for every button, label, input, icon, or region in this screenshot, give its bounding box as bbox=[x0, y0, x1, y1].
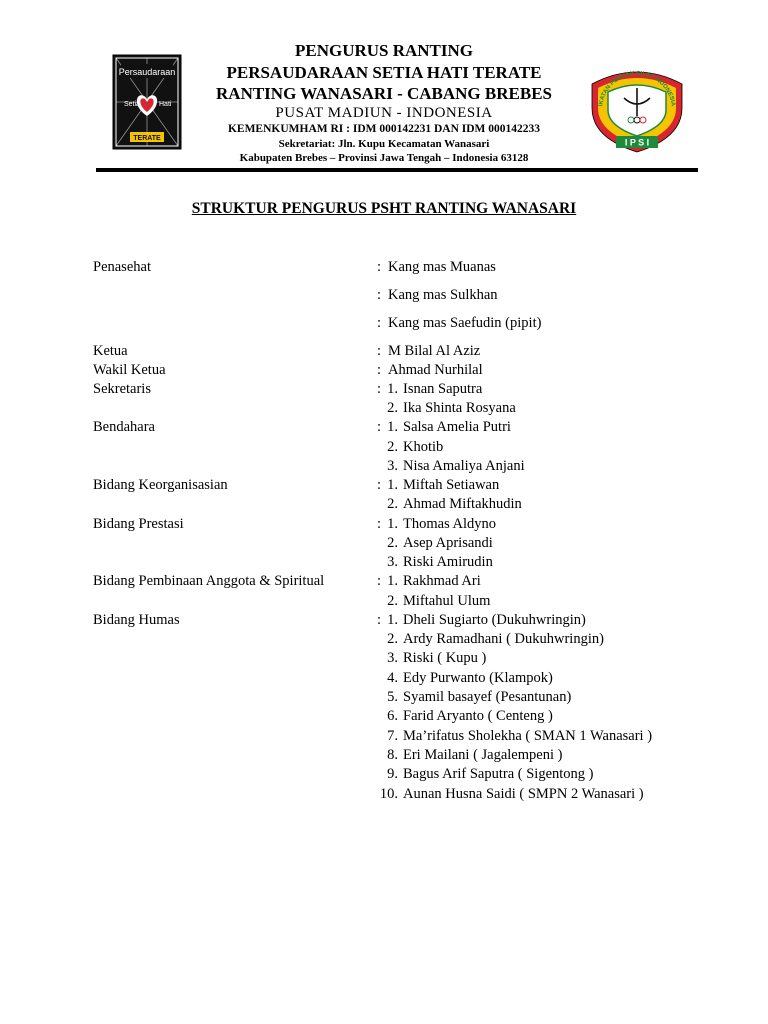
value-bendahara-3: Nisa Amaliya Anjani bbox=[403, 458, 525, 474]
item-number: 1. bbox=[387, 381, 398, 397]
row-penasehat-3 bbox=[0, 314, 768, 333]
list-item bbox=[0, 418, 768, 437]
item-number: 1. bbox=[387, 573, 398, 589]
colon: : bbox=[377, 477, 382, 493]
svg-text:Persaudaraan: Persaudaraan bbox=[118, 67, 176, 77]
value-keorganisasian-2: Ahmad Miftakhudin bbox=[403, 496, 522, 512]
item-number: 4. bbox=[387, 670, 398, 686]
svg-text:Setia: Setia bbox=[124, 101, 140, 108]
row-ketua bbox=[0, 342, 768, 361]
colon: : bbox=[377, 381, 382, 397]
item-number: 3. bbox=[387, 650, 398, 666]
value-wakil-ketua: Ahmad Nurhilal bbox=[388, 362, 483, 378]
svg-text:Hati: Hati bbox=[159, 101, 172, 108]
item-number: 1. bbox=[387, 419, 398, 435]
row-wakil-ketua bbox=[0, 361, 768, 380]
svg-text:IKATAN PENCAK SILAT INDONESIA: IKATAN PENCAK SILAT INDONESIA bbox=[598, 70, 676, 107]
colon: : bbox=[377, 315, 382, 331]
list-item bbox=[0, 457, 768, 476]
header-divider bbox=[96, 168, 698, 172]
item-number: 2. bbox=[387, 631, 398, 647]
value-pembinaan-1: Rakhmad Ari bbox=[403, 573, 481, 589]
value-humas-3: Riski ( Kupu ) bbox=[403, 650, 487, 666]
colon: : bbox=[377, 419, 382, 435]
value-penasehat-2: Kang mas Sulkhan bbox=[388, 287, 498, 303]
item-number: 2. bbox=[387, 400, 398, 416]
item-number: 2. bbox=[387, 535, 398, 551]
value-humas-5: Syamil basayef (Pesantunan) bbox=[403, 689, 572, 705]
value-sekretaris-2: Ika Shinta Rosyana bbox=[403, 400, 516, 416]
letterhead-organization: PERSAUDARAAN SETIA HATI TERATE bbox=[226, 63, 542, 82]
list-item bbox=[0, 746, 768, 765]
item-number: 8. bbox=[387, 747, 398, 763]
label-wakil-ketua: Wakil Ketua bbox=[93, 362, 166, 378]
value-humas-9: Bagus Arif Saputra ( Sigentong ) bbox=[403, 766, 594, 782]
letterhead-center: PUSAT MADIUN - INDONESIA bbox=[275, 105, 493, 121]
document-title: STRUKTUR PENGURUS PSHT RANTING WANASARI bbox=[191, 200, 577, 217]
svg-text:TERATE: TERATE bbox=[133, 135, 161, 142]
item-number: 7. bbox=[387, 728, 398, 744]
item-number: 3. bbox=[387, 458, 398, 474]
label-humas: Bidang Humas bbox=[93, 612, 180, 628]
label-ketua: Ketua bbox=[93, 343, 128, 359]
list-item bbox=[0, 611, 768, 630]
value-humas-1: Dheli Sugiarto (Dukuhwringin) bbox=[403, 612, 586, 628]
value-prestasi-1: Thomas Aldyno bbox=[403, 516, 497, 532]
list-item bbox=[0, 380, 768, 399]
list-item bbox=[0, 438, 768, 457]
list-item bbox=[0, 592, 768, 611]
colon: : bbox=[377, 259, 382, 275]
colon: : bbox=[377, 362, 382, 378]
list-item bbox=[0, 669, 768, 688]
value-humas-10: Aunan Husna Saidi ( SMPN 2 Wanasari ) bbox=[403, 786, 644, 802]
value-keorganisasian-1: Miftah Setiawan bbox=[403, 477, 500, 493]
list-item bbox=[0, 495, 768, 514]
item-number: 6. bbox=[387, 708, 398, 724]
label-pembinaan: Bidang Pembinaan Anggota & Spiritual bbox=[93, 573, 325, 589]
list-item bbox=[0, 765, 768, 784]
value-pembinaan-2: Miftahul Ulum bbox=[403, 593, 491, 609]
value-prestasi-2: Asep Aprisandi bbox=[403, 535, 493, 551]
row-penasehat-2 bbox=[0, 286, 768, 305]
list-item bbox=[0, 553, 768, 572]
label-bendahara: Bendahara bbox=[93, 419, 155, 435]
letterhead-registration: KEMENKUMHAM RI : IDM 000142231 DAN IDM 000142233 bbox=[227, 123, 541, 135]
value-prestasi-3: Riski Amirudin bbox=[403, 554, 493, 570]
colon: : bbox=[377, 573, 382, 589]
value-penasehat-1: Kang mas Muanas bbox=[388, 259, 496, 275]
item-number: 5. bbox=[387, 689, 398, 705]
list-item bbox=[0, 534, 768, 553]
letterhead bbox=[185, 40, 583, 165]
value-humas-2: Ardy Ramadhani ( Dukuhwringin) bbox=[403, 631, 604, 647]
label-sekretaris: Sekretaris bbox=[93, 381, 151, 397]
item-number: 2. bbox=[387, 496, 398, 512]
list-item bbox=[0, 785, 768, 804]
list-item bbox=[0, 399, 768, 418]
colon: : bbox=[377, 612, 382, 628]
svg-text:I P S I: I P S I bbox=[624, 137, 650, 148]
colon: : bbox=[377, 343, 382, 359]
label-penasehat: Penasehat bbox=[93, 259, 151, 275]
letterhead-address: Kabupaten Brebes – Provinsi Jawa Tengah – Indonesia 63128 bbox=[239, 152, 529, 164]
list-item bbox=[0, 515, 768, 534]
letterhead-title: PENGURUS RANTING bbox=[294, 41, 474, 60]
list-item bbox=[0, 727, 768, 746]
colon: : bbox=[377, 516, 382, 532]
value-humas-4: Edy Purwanto (Klampok) bbox=[403, 670, 553, 686]
value-humas-6: Farid Aryanto ( Centeng ) bbox=[403, 708, 553, 724]
value-penasehat-3: Kang mas Saefudin (pipit) bbox=[388, 315, 542, 331]
item-number: 2. bbox=[387, 439, 398, 455]
letterhead-secretariat: Sekretariat: Jln. Kupu Kecamatan Wanasari bbox=[278, 138, 490, 150]
value-humas-7: Ma’rifatus Sholekha ( SMAN 1 Wanasari ) bbox=[403, 728, 653, 744]
item-number: 1. bbox=[387, 477, 398, 493]
letterhead-branch: RANTING WANASARI - CABANG BREBES bbox=[216, 84, 552, 103]
value-bendahara-1: Salsa Amelia Putri bbox=[403, 419, 511, 435]
list-item bbox=[0, 649, 768, 668]
item-number: 3. bbox=[387, 554, 398, 570]
list-item bbox=[0, 688, 768, 707]
value-bendahara-2: Khotib bbox=[403, 439, 444, 455]
item-number: 1. bbox=[387, 612, 398, 628]
item-number: 9. bbox=[387, 766, 398, 782]
label-keorganisasian: Bidang Keorganisasian bbox=[93, 477, 228, 493]
list-item bbox=[0, 572, 768, 591]
item-number: 10. bbox=[379, 786, 398, 802]
value-sekretaris-1: Isnan Saputra bbox=[403, 381, 483, 397]
item-number: 2. bbox=[387, 593, 398, 609]
item-number: 1. bbox=[387, 516, 398, 532]
ipsi-logo-icon bbox=[588, 64, 686, 154]
psht-logo-icon bbox=[112, 54, 182, 150]
colon: : bbox=[377, 287, 382, 303]
list-item bbox=[0, 707, 768, 726]
label-prestasi: Bidang Prestasi bbox=[93, 516, 184, 532]
list-item bbox=[0, 476, 768, 495]
list-item bbox=[0, 630, 768, 649]
value-ketua: M Bilal Al Aziz bbox=[388, 343, 481, 359]
row-penasehat-1 bbox=[0, 258, 768, 277]
value-humas-8: Eri Mailani ( Jagalempeni ) bbox=[403, 747, 563, 763]
